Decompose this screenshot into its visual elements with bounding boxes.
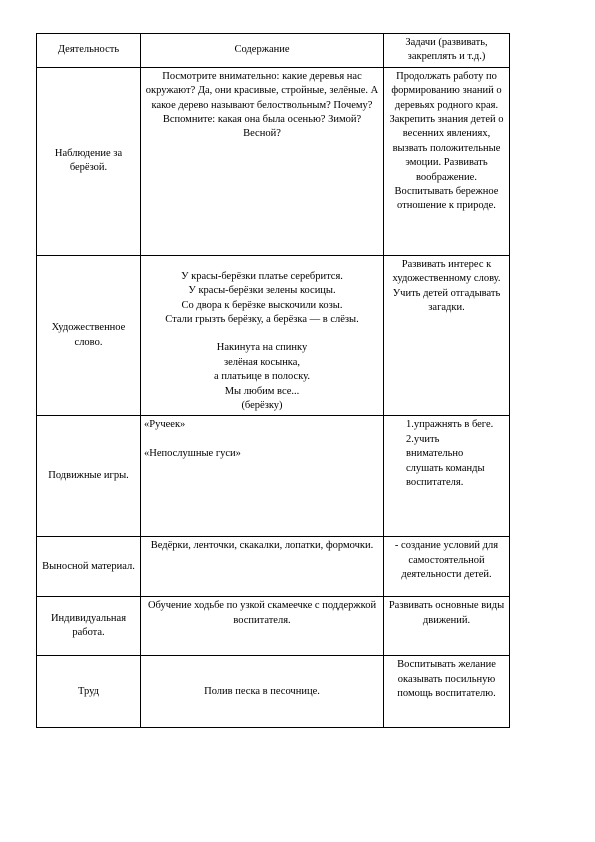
table-row [37,67,510,255]
activity-cell: Индивидуальная работа. [37,597,141,656]
poem-line: У красы-берёзки зелены косицы. [188,285,336,297]
tasks-cell [384,416,510,537]
riddle-answer: (берёзку) [241,400,283,412]
tasks-cell: Развивать основные виды движений. [384,597,510,656]
content-cell: Ведёрки, ленточки, скакалки, лопатки, формочки. [141,537,384,597]
header-row [37,34,510,68]
tasks-cell: - создание условий для самостоятельной деятельности детей. [384,537,510,597]
poem-line: Стали грызть берёзку, а берёзка — в слёзы. [165,314,359,326]
content-cell: Полив песка в песочнице. [141,656,384,728]
poem-line: У красы-берёзки платье серебрится. [181,270,343,282]
activity-cell: Художественное слово. [37,255,141,416]
tasks-cell: Продолжать работу по формированию знаний о деревьях родного края. Закрепить знания детей о весенних явлениях, вызвать положительные эмоции. Развивать воображение. Воспитывать бережное отношение к природе. [384,67,510,255]
table-row [37,597,510,656]
table-row [37,537,510,597]
header-activity: Деятельность [37,34,141,68]
task-item: 1.упражнять в беге. [406,419,494,431]
walk-plan-table [36,33,510,728]
game-name: «Непослушные гуси» [144,447,241,459]
table-row [37,416,510,537]
tasks-cell: Воспитывать желание оказывать посильную помощь воспитателю. [384,656,510,728]
activity-cell: Выносной материал. [37,537,141,597]
tasks-cell: Развивать интерес к художественному слову. Учить детей отгадывать загадки. [384,255,510,416]
game-name: «Ручеек» [144,419,186,431]
poem-line: Со двора к берёзке выскочили козы. [181,299,343,311]
table-row [37,656,510,728]
content-cell [141,255,384,416]
table-row [37,255,510,416]
riddle-line: Накинута на спинку [216,342,308,354]
content-cell [141,416,384,537]
content-cell: Посмотрите внимательно: какие деревья нас окружают? Да, они красивые, стройные, зелёные. А какое дерево называют белоствольным? Почему? Вспомните: какая она была осенью? Зимой? Весной? [141,67,384,255]
riddle-line: а платьице в полоску. [214,371,310,383]
activity-cell: Труд [37,656,141,728]
content-cell: Обучение ходьбе по узкой скамеечке с поддержкой воспитателя. [141,597,384,656]
riddle-line: Мы любим все... [224,385,300,397]
task-item: 2.учить внимательно слушать команды воспитателя. [406,433,485,489]
activity-cell: Подвижные игры. [37,416,141,537]
header-content: Содержание [141,34,384,68]
riddle-line: зелёная косынка, [223,356,301,368]
activity-cell: Наблюдение за берёзой. [37,67,141,255]
header-tasks: Задачи (развивать, закреплять и т.д.) [384,34,510,68]
